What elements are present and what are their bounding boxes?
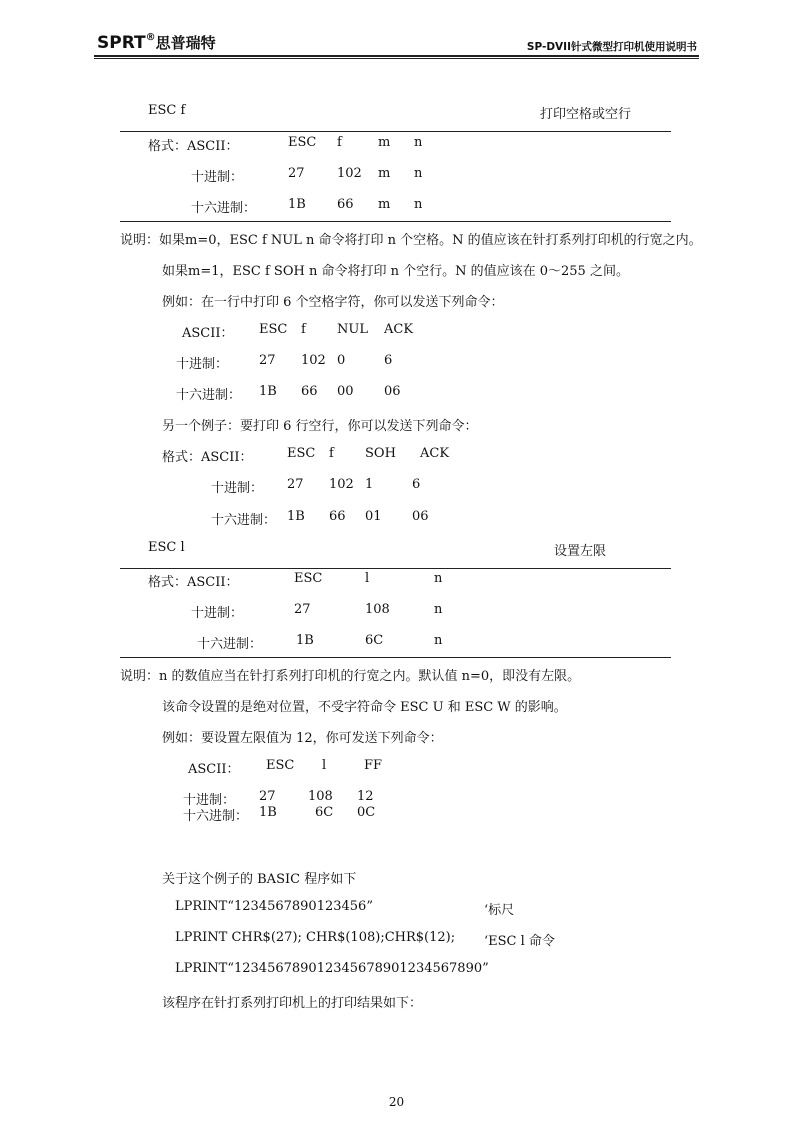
example-dec-label: 十进制：: [183, 793, 236, 808]
example-cell: 27: [259, 353, 276, 368]
example-cell: 108: [308, 789, 333, 804]
format-cell: 108: [365, 602, 390, 617]
example-ascii-label: ASCII：: [182, 326, 234, 341]
example-cell: 06: [412, 509, 429, 524]
code-line: LPRINT“123456789012345678901234567890”: [175, 961, 489, 976]
note-paragraph: 说明：如果m=0，ESC f NUL n 命令将打印 n 个空格。N 的值应该在针打系列打印机的行宽之内。: [120, 233, 702, 248]
example-intro: 例如：在一行中打印 6 个空格字符，你可以发送下列命令：: [162, 295, 504, 310]
format-cell: ESC: [294, 571, 323, 586]
format-cell: m: [378, 166, 391, 181]
header-rule-thin: [94, 58, 699, 59]
example-dec-label: 十进制：: [211, 481, 264, 496]
example-cell: 01: [365, 509, 382, 524]
example-cell: ACK: [384, 322, 414, 337]
format-cell: 1B: [296, 633, 314, 648]
example-ascii-label: ASCII：: [188, 762, 240, 777]
table-rule-bottom: [120, 657, 671, 658]
code-comment: ‘标尺: [484, 903, 515, 918]
table-rule-bottom: [120, 221, 671, 222]
example-cell: ESC: [266, 758, 295, 773]
note-paragraph: 说明：n 的数值应当在针打系列打印机的行宽之内。默认值 n=0，即没有左限。: [120, 669, 581, 684]
format-cell: m: [378, 197, 391, 212]
format-cell: 6C: [365, 633, 384, 648]
command-name: ESC l: [148, 540, 185, 555]
command-name: ESC f: [148, 103, 186, 118]
format-cell: 27: [288, 166, 305, 181]
format-ascii-label: 格式：ASCII：: [148, 139, 239, 154]
note-paragraph: 该命令设置的是绝对位置，不受字符命令 ESC U 和 ESC W 的影响。: [162, 700, 567, 715]
example-hex-label: 十六进制：: [211, 513, 277, 528]
format-cell: n: [414, 197, 423, 212]
example-cell: 27: [287, 477, 304, 492]
example-cell: 00: [337, 384, 354, 399]
format-cell: n: [434, 602, 443, 617]
format-cell: n: [434, 633, 443, 648]
example-cell: 06: [384, 384, 401, 399]
example-cell: 1B: [259, 805, 277, 820]
command-title: 打印空格或空行: [540, 107, 632, 122]
format-cell: l: [365, 571, 370, 586]
format-cell: m: [378, 135, 391, 150]
format-cell: 1B: [288, 197, 306, 212]
example-cell: 6: [412, 477, 421, 492]
brand-logo: [97, 32, 216, 53]
format-ascii-label: 格式：ASCII：: [148, 575, 239, 590]
example-cell: ESC: [287, 446, 316, 461]
example-cell: 27: [259, 789, 276, 804]
format-cell: n: [434, 571, 443, 586]
logo-chinese: 思普瑞特: [155, 34, 216, 52]
example-cell: 1B: [287, 509, 305, 524]
format-dec-label: 十进制：: [191, 170, 244, 185]
format-cell: n: [414, 166, 423, 181]
format-cell: 66: [337, 197, 354, 212]
format-cell: f: [337, 135, 342, 150]
format-cell: ESC: [288, 135, 317, 150]
format-cell: 102: [337, 166, 362, 181]
example-cell: ACK: [420, 446, 450, 461]
code-comment: ‘ESC l 命令: [484, 934, 555, 949]
result-intro: 该程序在针打系列打印机上的打印结果如下：: [162, 996, 423, 1011]
example-ascii-label: 格式：ASCII：: [162, 450, 253, 465]
command-title: 设置左限: [554, 544, 607, 559]
example-cell: f: [301, 322, 306, 337]
document-title: SP-DVII针式微型打印机使用说明书: [526, 41, 697, 53]
example-cell: 1: [365, 477, 374, 492]
example-cell: 0C: [357, 805, 376, 820]
format-cell: n: [414, 135, 423, 150]
code-line: LPRINT“1234567890123456”: [175, 899, 373, 914]
format-hex-label: 十六进制：: [197, 637, 263, 652]
example-hex-label: 十六进制：: [176, 388, 242, 403]
table-rule-top: [120, 568, 671, 569]
example-cell: 1B: [259, 384, 277, 399]
example-cell: FF: [364, 758, 383, 773]
example-cell: 66: [329, 509, 346, 524]
format-dec-label: 十进制：: [191, 606, 244, 621]
example-cell: NUL: [337, 322, 368, 337]
format-cell: 27: [294, 602, 311, 617]
example-cell: f: [329, 446, 334, 461]
example-hex-label: 十六进制：: [183, 809, 249, 824]
example-intro: 另一个例子：要打印 6 行空行，你可以发送下列命令：: [162, 419, 478, 434]
example-cell: ESC: [259, 322, 288, 337]
example-cell: 12: [357, 789, 374, 804]
example-cell: SOH: [365, 446, 396, 461]
example-cell: 102: [329, 477, 354, 492]
example-cell: 6C: [315, 805, 334, 820]
example-cell: 66: [301, 384, 318, 399]
example-cell: 6: [384, 353, 393, 368]
example-intro: 例如：要设置左限值为 12，你可发送下列命令：: [162, 731, 443, 746]
format-hex-label: 十六进制：: [191, 201, 257, 216]
header-rule: [94, 55, 699, 57]
logo-text: SPRT: [97, 33, 146, 53]
example-dec-label: 十进制：: [176, 357, 229, 372]
example-cell: 102: [301, 353, 326, 368]
note-paragraph: 如果m=1，ESC f SOH n 命令将打印 n 个空行。N 的值应该在 0～255 之间。: [162, 264, 629, 279]
basic-intro: 关于这个例子的 BASIC 程序如下: [162, 872, 357, 887]
logo-registered-mark: ®: [145, 32, 156, 43]
code-line: LPRINT CHR$(27); CHR$(108);CHR$(12);: [175, 930, 456, 945]
example-cell: l: [322, 758, 327, 773]
page-number: 20: [388, 1095, 405, 1109]
example-cell: 0: [337, 353, 346, 368]
table-rule-top: [120, 131, 671, 132]
